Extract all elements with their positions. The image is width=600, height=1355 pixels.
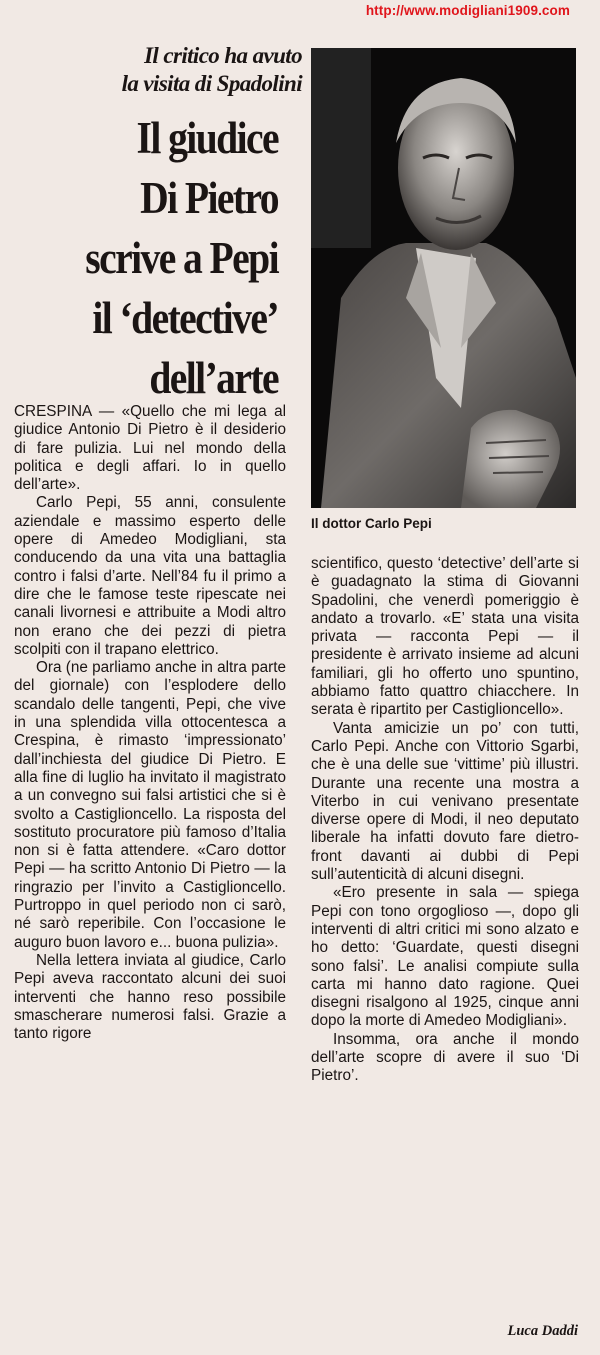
paragraph: «Ero presente in sala — spiega Pepi con tono orgoglioso —, dopo gli interventi di altri critici mi sono alzato e ho detto: ‘Guardate, questi disegni sono falsi’. Le analisi compiute sulla carta mi hanno dato ragione. Quei disegni risalgono al 1925, cinque anni dopo la morte di Amedeo Modigliani». <box>311 884 579 1030</box>
headline-line: scrive a Pepi <box>85 233 278 283</box>
headline-line: Di Pietro <box>140 173 278 223</box>
paragraph: Ora (ne parliamo anche in altra parte del giornale) con l’esplodere dello scandalo delle tangenti, Pepi, che vive in una splendida villa ottocentesca a Crespina, è rimasto ‘impressionato’ dall’inchiesta del giudice Di Pietro. E alla fine di luglio ha invitato il magistrato a un convegno sui falsi artistici che si è svolto a Castiglioncello. La risposta del sostituto procuratore più famoso d’Italia non si è fatta attendere. «Caro dottor Pepi — ha scritto Antonio Di Pietro — la ringrazio per l’invito a Castiglioncello. Purtroppo in quel periodo non ci sarò, né sarò reperibile. Con l’occasione le auguro buon lavoro e... buona pulizia». <box>14 659 286 951</box>
paragraph: Nella lettera inviata al giudice, Carlo Pepi aveva raccontato alcuni dei suoi interventi che hanno reso possibile smascherare numerosi falsi. Grazie a tanto rigore <box>14 951 286 1043</box>
article-column-1 <box>14 403 286 1043</box>
paragraph: Vanta amicizie un po’ con tutti, Carlo Pepi. Anche con Vittorio Sgarbi, che è una delle sue ‘vittime’ più illustri. Durante una recente una mostra a Viterbo in cui venivano presentate diverse opere di Modi, il neo deputato liberale ha infatti dovuto fare dietro-front davanti ai dubbi di Pepi sull’autenticità di alcuni disegni. <box>311 719 579 884</box>
kicker-line: la visita di Spadolini <box>121 71 302 96</box>
headline-line: Il giudice <box>136 113 278 163</box>
headline-line: il ‘detective’ <box>92 293 278 343</box>
paragraph: Carlo Pepi, 55 anni, consulente aziendale e massimo esperto delle opere di Amedeo Modigliani, sta conducendo da una vita una battaglia contro i falsi d’arte. Nell’84 fu il primo a dire che le famose teste ripescate nei canali livornesi e attribuite a Modi altro non erano che dei pezzi di pietra scolpiti con il trapano elettrico. <box>14 494 286 658</box>
paragraph: CRESPINA — «Quello che mi lega al giudice Antonio Di Pietro è il desiderio di fare pulizia. Lui nel mondo della politica e degli affari. Io in quello dell’arte». <box>14 403 286 494</box>
article-column-2 <box>311 555 579 1086</box>
headline <box>58 108 278 408</box>
headline-line: dell’arte <box>149 353 278 403</box>
author-signature: Luca Daddi <box>507 1323 578 1339</box>
paragraph: Insomma, ora anche il mondo dell’arte scopre di avere il suo ‘Di Pietro’. <box>311 1030 579 1085</box>
paragraph: scientifico, questo ‘detective’ dell’arte si è guadagnato la stima di Giovanni Spadolini, che venerdì pomeriggio è andato a trovarlo. «E’ stata una visita privata — racconta Pepi — il presidente è arrivato insieme ad alcuni familiari, gli ho offerto uno spuntino, abbiamo fatto quattro chiacchere. In serata è ripartito per Castiglioncello». <box>311 555 579 719</box>
portrait-photo <box>311 48 576 508</box>
kicker-line: Il critico ha avuto <box>144 43 302 68</box>
photo-caption: Il dottor Carlo Pepi <box>311 516 432 531</box>
kicker <box>52 42 302 98</box>
portrait-image <box>311 48 576 508</box>
source-url-link[interactable]: http://www.modigliani1909.com <box>365 3 570 18</box>
